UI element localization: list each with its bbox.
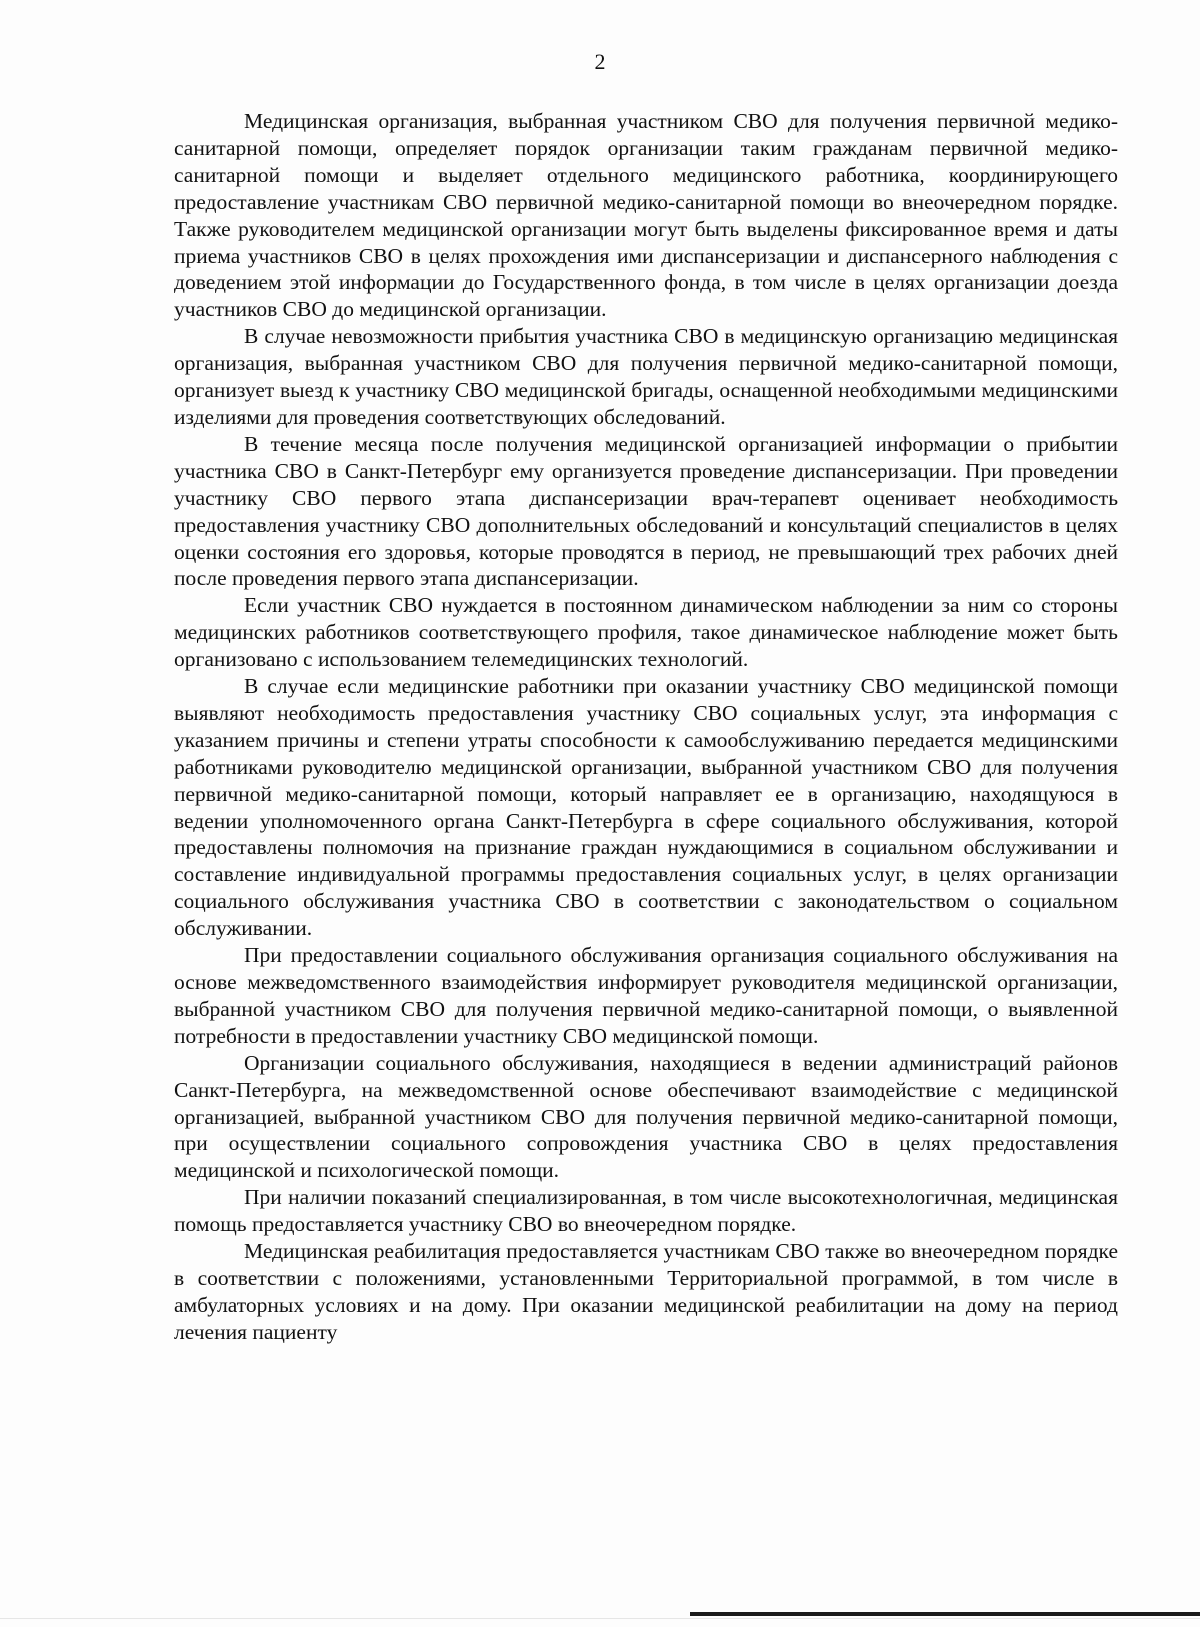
document-body [174, 108, 1118, 1346]
page-number: 2 [594, 49, 606, 74]
paragraph-5: В случае если медицинские работники при оказании участнику СВО медицинской помощи выявляют необходимость предоставления участнику СВО социальных услуг, эта информация с указанием причины и степени утраты способности к самообслуживанию передается медицинскими работниками руководителю медицинской организации, выбранной участником СВО для получения первичной медико-санитарной помощи, который направляет ее в организацию, находящуюся в ведении уполномоченного органа Санкт-Петербурга в сфере социального обслуживания, которой предоставлены полномочия на признание граждан нуждающимися в социальном обслуживании и составление индивидуальной программы предоставления социальных услуг, в целях организации социального обслуживания участника СВО в соответствии с законодательством о социальном обслуживании. [174, 674, 1118, 941]
paragraph-7: Организации социального обслуживания, находящиеся в ведении администраций районов Санкт-Петербурга, на межведомственной основе обеспечивают взаимодействие с медицинской организацией, выбранной участником СВО для получения первичной медико-санитарной помощи, при осуществлении социального сопровождения участника СВО в целях предоставления медицинской и психологической помощи. [174, 1050, 1118, 1183]
paragraph-4: Если участник СВО нуждается в постоянном динамическом наблюдении за ним со стороны медицинских работников соответствующего профиля, такое динамическое наблюдение может быть организовано с использованием телемедицинских технологий. [174, 593, 1118, 672]
paragraph-2: В случае невозможности прибытия участника СВО в медицинскую организацию медицинская организация, выбранная участником СВО для получения первичной медико-санитарной помощи, организует выезд к участнику СВО медицинской бригады, оснащенной необходимыми медицинскими изделиями для проведения соответствующих обследований. [174, 324, 1118, 429]
paragraph-3: В течение месяца после получения медицинской организацией информации о прибытии участника СВО в Санкт-Петербург ему организуется проведение диспансеризации. При проведении участнику СВО первого этапа диспансеризации врач-терапевт оценивает необходимость предоставления участнику СВО дополнительных обследований и консультаций специалистов в целях оценки состояния его здоровья, которые проводятся в период, не превышающий трех рабочих дней после проведения первого этапа диспансеризации. [174, 431, 1118, 591]
paragraph-1: Медицинская организация, выбранная участником СВО для получения первичной медико-санитарной помощи, определяет порядок организации таким гражданам первичной медико-санитарной помощи и выделяет отдельного медицинского работника, координирующего предоставление участникам СВО первичной медико-санитарной помощи во внеочередном порядке. Также руководителем медицинской организации могут быть выделены фиксированное время и даты приема участников СВО в целях прохождения ими диспансеризации и диспансерного наблюдения с доведением этой информации до Государственного фонда, в том числе в целях организации доезда участников СВО до медицинской организации. [174, 109, 1118, 322]
paragraph-9: Медицинская реабилитация предоставляется участникам СВО также во внеочередном порядке в соответствии с положениями, установленными Территориальной программой, в том числе в амбулаторных условиях и на дому. При оказании медицинской реабилитации на дому на период лечения пациенту [174, 1239, 1118, 1344]
scan-edge-dark [690, 1612, 1200, 1616]
paragraph-8: При наличии показаний специализированная, в том числе высокотехнологичная, медицинская помощь предоставляется участнику СВО во внеочередном порядке. [174, 1185, 1118, 1237]
scan-edge-light [0, 1618, 1200, 1619]
paragraph-6: При предоставлении социального обслуживания организация социального обслуживания на основе межведомственного взаимодействия информирует руководителя медицинской организации, выбранной участником СВО для получения первичной медико-санитарной помощи, о выявленной потребности в предоставлении участнику СВО медицинской помощи. [174, 943, 1118, 1048]
